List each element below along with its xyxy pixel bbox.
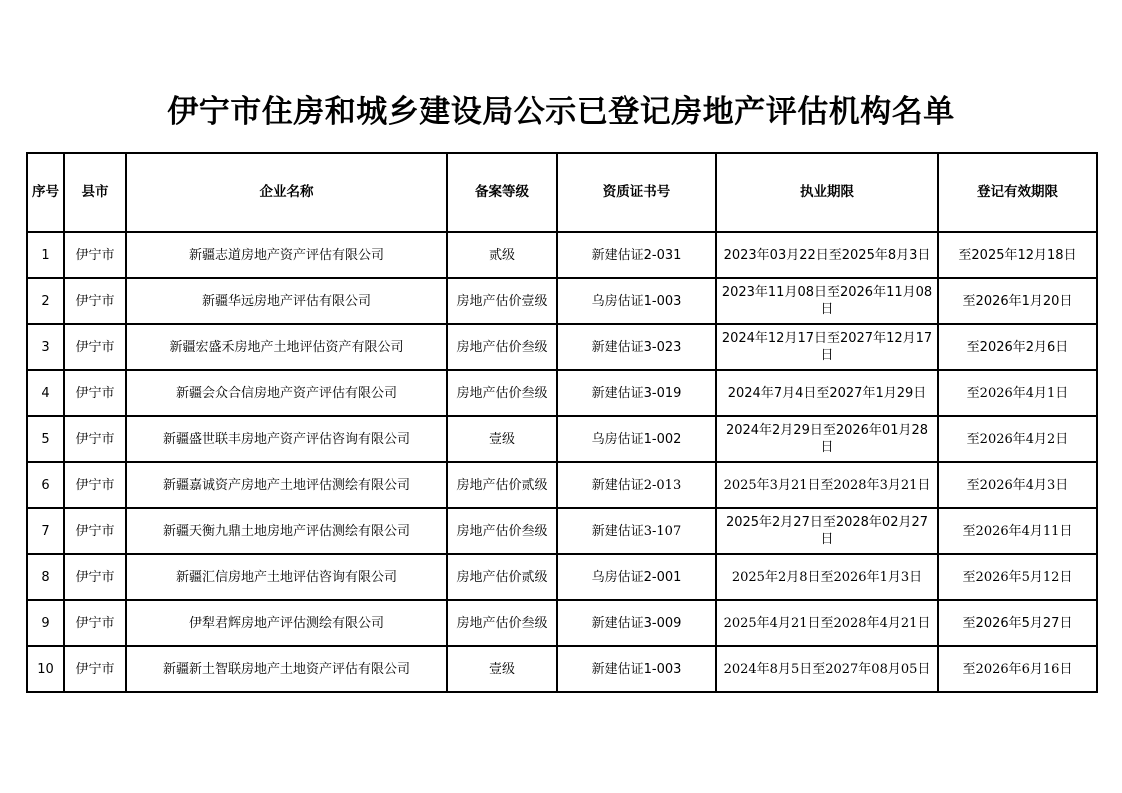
cell-registration-validity: 至2026年5月12日	[938, 554, 1097, 600]
cell-registration-validity: 至2026年1月20日	[938, 278, 1097, 324]
cell-index: 4	[27, 370, 64, 416]
cell-filing-level: 贰级	[447, 232, 557, 278]
cell-practice-period: 2024年8月5日至2027年08月05日	[716, 646, 938, 692]
cell-certificate-no: 新建估证3-019	[557, 370, 716, 416]
cell-practice-period: 2024年12月17日至2027年12月17日	[716, 324, 938, 370]
column-header-company-name: 企业名称	[126, 153, 447, 232]
cell-county: 伊宁市	[64, 462, 126, 508]
cell-filing-level: 壹级	[447, 416, 557, 462]
cell-county: 伊宁市	[64, 554, 126, 600]
cell-index: 8	[27, 554, 64, 600]
cell-filing-level: 房地产估价贰级	[447, 554, 557, 600]
cell-practice-period: 2025年3月21日至2028年3月21日	[716, 462, 938, 508]
cell-company-name: 新疆志道房地产资产评估有限公司	[126, 232, 447, 278]
cell-registration-validity: 至2026年4月2日	[938, 416, 1097, 462]
cell-company-name: 新疆会众合信房地产资产评估有限公司	[126, 370, 447, 416]
cell-index: 2	[27, 278, 64, 324]
cell-registration-validity: 至2026年4月3日	[938, 462, 1097, 508]
column-header-registration-validity: 登记有效期限	[938, 153, 1097, 232]
cell-registration-validity: 至2026年2月6日	[938, 324, 1097, 370]
cell-company-name: 新疆华远房地产评估有限公司	[126, 278, 447, 324]
cell-registration-validity: 至2026年4月1日	[938, 370, 1097, 416]
cell-county: 伊宁市	[64, 600, 126, 646]
cell-practice-period: 2024年7月4日至2027年1月29日	[716, 370, 938, 416]
cell-certificate-no: 乌房估证1-003	[557, 278, 716, 324]
cell-certificate-no: 新建估证2-031	[557, 232, 716, 278]
cell-company-name: 伊犁君辉房地产评估测绘有限公司	[126, 600, 447, 646]
cell-county: 伊宁市	[64, 508, 126, 554]
cell-practice-period: 2025年2月8日至2026年1月3日	[716, 554, 938, 600]
cell-registration-validity: 至2026年5月27日	[938, 600, 1097, 646]
cell-company-name: 新疆嘉诚资产房地产土地评估测绘有限公司	[126, 462, 447, 508]
table-row	[27, 232, 1097, 278]
cell-registration-validity: 至2026年4月11日	[938, 508, 1097, 554]
cell-registration-validity: 至2025年12月18日	[938, 232, 1097, 278]
cell-filing-level: 壹级	[447, 646, 557, 692]
cell-company-name: 新疆宏盛禾房地产土地评估资产有限公司	[126, 324, 447, 370]
table-row	[27, 324, 1097, 370]
cell-index: 1	[27, 232, 64, 278]
cell-filing-level: 房地产估价壹级	[447, 278, 557, 324]
cell-filing-level: 房地产估价叁级	[447, 370, 557, 416]
cell-practice-period: 2025年4月21日至2028年4月21日	[716, 600, 938, 646]
cell-index: 3	[27, 324, 64, 370]
appraisal-agency-table	[26, 152, 1098, 693]
cell-certificate-no: 新建估证2-013	[557, 462, 716, 508]
cell-index: 9	[27, 600, 64, 646]
column-header-county: 县市	[64, 153, 126, 232]
column-header-certificate-no: 资质证书号	[557, 153, 716, 232]
cell-filing-level: 房地产估价叁级	[447, 508, 557, 554]
table-row	[27, 462, 1097, 508]
table-header-row	[27, 153, 1097, 232]
cell-index: 6	[27, 462, 64, 508]
cell-county: 伊宁市	[64, 370, 126, 416]
cell-index: 10	[27, 646, 64, 692]
table-row	[27, 600, 1097, 646]
column-header-index: 序号	[27, 153, 64, 232]
column-header-practice-period: 执业期限	[716, 153, 938, 232]
cell-county: 伊宁市	[64, 278, 126, 324]
table-row	[27, 554, 1097, 600]
cell-county: 伊宁市	[64, 324, 126, 370]
column-header-filing-level: 备案等级	[447, 153, 557, 232]
cell-certificate-no: 乌房估证2-001	[557, 554, 716, 600]
table-row	[27, 278, 1097, 324]
cell-registration-validity: 至2026年6月16日	[938, 646, 1097, 692]
cell-index: 5	[27, 416, 64, 462]
cell-certificate-no: 新建估证3-107	[557, 508, 716, 554]
cell-filing-level: 房地产估价叁级	[447, 324, 557, 370]
cell-practice-period: 2025年2月27日至2028年02月27日	[716, 508, 938, 554]
cell-practice-period: 2023年11月08日至2026年11月08日	[716, 278, 938, 324]
cell-company-name: 新疆盛世联丰房地产资产评估咨询有限公司	[126, 416, 447, 462]
cell-county: 伊宁市	[64, 416, 126, 462]
cell-filing-level: 房地产估价叁级	[447, 600, 557, 646]
cell-certificate-no: 新建估证1-003	[557, 646, 716, 692]
table-row	[27, 508, 1097, 554]
table-row	[27, 646, 1097, 692]
cell-county: 伊宁市	[64, 232, 126, 278]
cell-filing-level: 房地产估价贰级	[447, 462, 557, 508]
cell-certificate-no: 乌房估证1-002	[557, 416, 716, 462]
cell-practice-period: 2024年2月29日至2026年01月28日	[716, 416, 938, 462]
cell-company-name: 新疆新土智联房地产土地资产评估有限公司	[126, 646, 447, 692]
table-row	[27, 416, 1097, 462]
cell-practice-period: 2023年03月22日至2025年8月3日	[716, 232, 938, 278]
cell-company-name: 新疆汇信房地产土地评估咨询有限公司	[126, 554, 447, 600]
cell-certificate-no: 新建估证3-009	[557, 600, 716, 646]
cell-county: 伊宁市	[64, 646, 126, 692]
page-title: 伊宁市住房和城乡建设局公示已登记房地产评估机构名单	[167, 94, 955, 130]
cell-certificate-no: 新建估证3-023	[557, 324, 716, 370]
cell-company-name: 新疆天衡九鼎土地房地产评估测绘有限公司	[126, 508, 447, 554]
cell-index: 7	[27, 508, 64, 554]
table-row	[27, 370, 1097, 416]
